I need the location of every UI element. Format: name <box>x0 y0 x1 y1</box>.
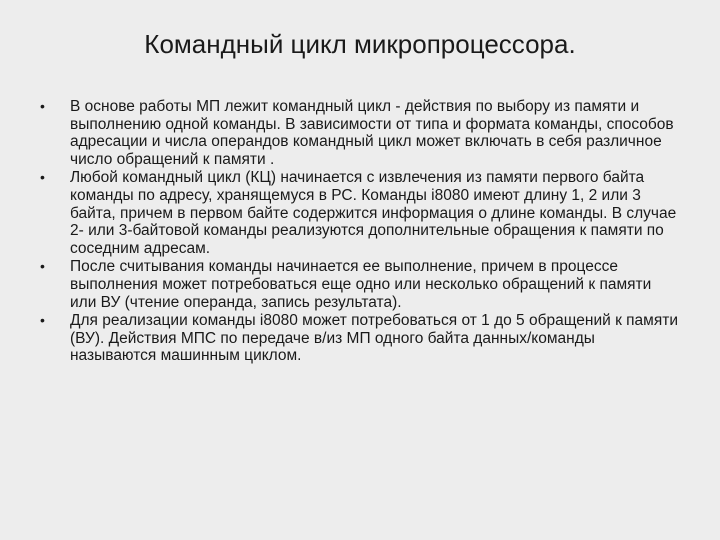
bullet-text: В основе работы МП лежит командный цикл - действия по выбору из памяти и выполнению одной команды. В зависимости от типа и формата команды, способов адресации и числа операндов командный цикл может включать в себя различное число обращений к памяти . <box>70 98 674 168</box>
bullet-icon: • <box>40 169 45 186</box>
bullet-item <box>40 258 680 311</box>
bullet-text: Любой командный цикл (КЦ) начинается с извлечения из памяти первого байта команды по адресу, хранящемуся в РС. Команды i8080 имеют длину 1, 2 или 3 байта, причем в первом байте содержится информация о длине команды. В случае 2- или 3-байтовой команды реализуются дополнительные обращения к памяти по соседним адресам. <box>70 169 677 257</box>
slide-title: Командный цикл микропроцессора. <box>144 29 576 59</box>
bullet-text: После считывания команды начинается ее выполнение, причем в процессе выполнения может потребоваться еще одно или несколько обращений к памяти или ВУ (чтение операнда, запись результата). <box>70 258 652 311</box>
bullet-text: Для реализации команды i8080 может потребоваться от 1 до 5 обращений к памяти (ВУ). Действия МПС по передаче в/из МП одного байта данных/команды называются машинным циклом. <box>70 312 678 365</box>
bullet-item <box>40 98 680 168</box>
bullet-icon: • <box>40 258 45 275</box>
bullet-icon: • <box>40 312 45 329</box>
bullet-item <box>40 169 680 257</box>
bullet-item <box>40 312 680 365</box>
bullet-icon: • <box>40 98 45 114</box>
bullet-list <box>40 98 680 366</box>
